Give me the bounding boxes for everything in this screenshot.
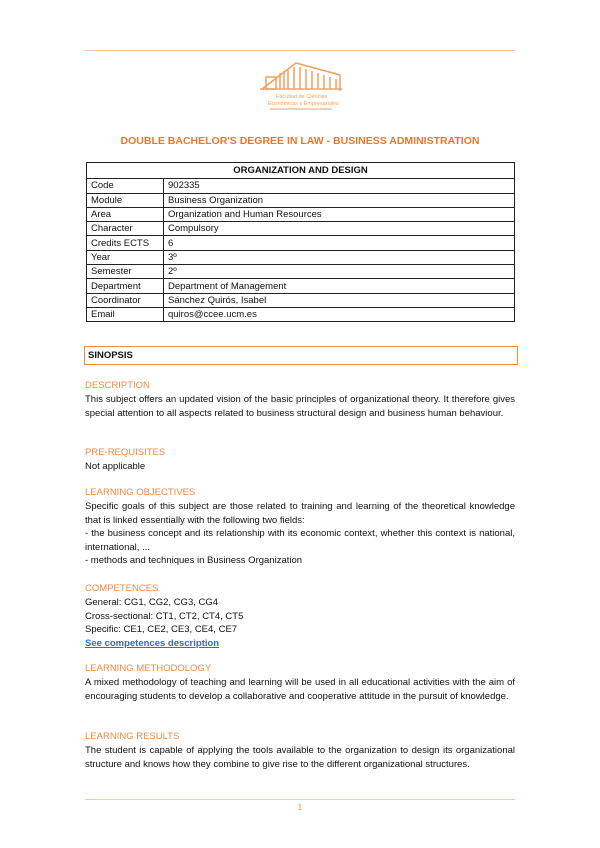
table-row [87, 193, 515, 207]
row-label: Area [87, 207, 164, 221]
methodology-heading: LEARNING METHODOLOGY [85, 663, 212, 674]
competences-heading: COMPETENCES [85, 583, 159, 594]
header-rule [85, 50, 515, 51]
table-row [87, 250, 515, 264]
row-value: Organization and Human Resources [164, 207, 515, 221]
table-row [87, 307, 515, 321]
description-heading: DESCRIPTION [85, 380, 150, 391]
row-value: Department of Management [164, 279, 515, 293]
row-label: Module [87, 193, 164, 207]
row-label: Coordinator [87, 293, 164, 307]
table-row [87, 179, 515, 193]
objectives-heading: LEARNING OBJECTIVES [85, 487, 196, 498]
page-number: 1 [297, 803, 303, 812]
table-row [87, 279, 515, 293]
row-value: Business Organization [164, 193, 515, 207]
row-label: Department [87, 279, 164, 293]
prerequisites-text: Not applicable [85, 461, 146, 472]
row-value: 2º [164, 265, 515, 279]
methodology-text: A mixed methodology of teaching and learning will be used in all educational activities with the aim of encouraging students to develop a collaborative and cooperative attitude in the pursuit of knowledge. [85, 677, 515, 702]
table-row [87, 207, 515, 221]
row-label: Character [87, 222, 164, 236]
competences-general: General: CG1, CG2, CG3, CG4 [85, 597, 219, 608]
table-row [87, 236, 515, 250]
objectives-bullet: - methods and techniques in Business Organization [85, 555, 303, 566]
prerequisites-section [85, 446, 515, 474]
objectives-bullet: - the business concept and its relationship with its economic context, whether this context is national, international, ... [85, 528, 515, 553]
table-row [87, 293, 515, 307]
competences-specific: Specific: CE1, CE2, CE3, CE4, CE7 [85, 624, 238, 635]
results-section [85, 730, 515, 771]
degree-title: DOUBLE BACHELOR'S DEGREE IN LAW - BUSINESS ADMINISTRATION [120, 135, 480, 147]
row-value: Compulsory [164, 222, 515, 236]
row-label: Email [87, 307, 164, 321]
description-section [85, 379, 515, 420]
footer-rule [85, 799, 515, 800]
row-label: Credits ECTS [87, 236, 164, 250]
row-label: Semester [87, 265, 164, 279]
sinopsis-section-header: SINOPSIS [84, 346, 518, 365]
table-header: ORGANIZATION AND DESIGN [87, 163, 515, 179]
row-value: 3º [164, 250, 515, 264]
competences-link[interactable]: See competences description [85, 637, 220, 649]
competences-section [85, 582, 515, 650]
row-value: 6 [164, 236, 515, 250]
course-info-table [86, 162, 515, 322]
objectives-text: Specific goals of this subject are those related to training and learning of the theoretical knowledge that is linked essentially with the following two fields: [85, 501, 515, 526]
results-heading: LEARNING RESULTS [85, 731, 180, 742]
objectives-section [85, 486, 515, 568]
prerequisites-heading: PRE-REQUISITES [85, 447, 166, 458]
results-text: The student is capable of applying the tools available to the organization to design its organizational structure and knows how they combine to give rise to the different organizational structures. [85, 745, 515, 770]
faculty-logo [256, 55, 344, 113]
description-text: This subject offers an updated vision of the basic principles of organizational theory. It therefore gives special attention to all aspects related to business structural design and business human behaviour. [85, 394, 515, 419]
row-value: Sánchez Quirós, Isabel [164, 293, 515, 307]
row-value: quiros@ccee.ucm.es [164, 307, 515, 321]
methodology-section [85, 662, 515, 703]
table-row [87, 222, 515, 236]
row-value: 902335 [164, 179, 515, 193]
competences-cross: Cross-sectional: CT1, CT2, CT4, CT5 [85, 610, 244, 622]
row-label: Code [87, 179, 164, 193]
svg-text:Económicas y Empresariales: Económicas y Empresariales [268, 101, 339, 107]
row-label: Year [87, 250, 164, 264]
table-row [87, 265, 515, 279]
svg-text:Facultad de Ciencias: Facultad de Ciencias [276, 94, 328, 100]
